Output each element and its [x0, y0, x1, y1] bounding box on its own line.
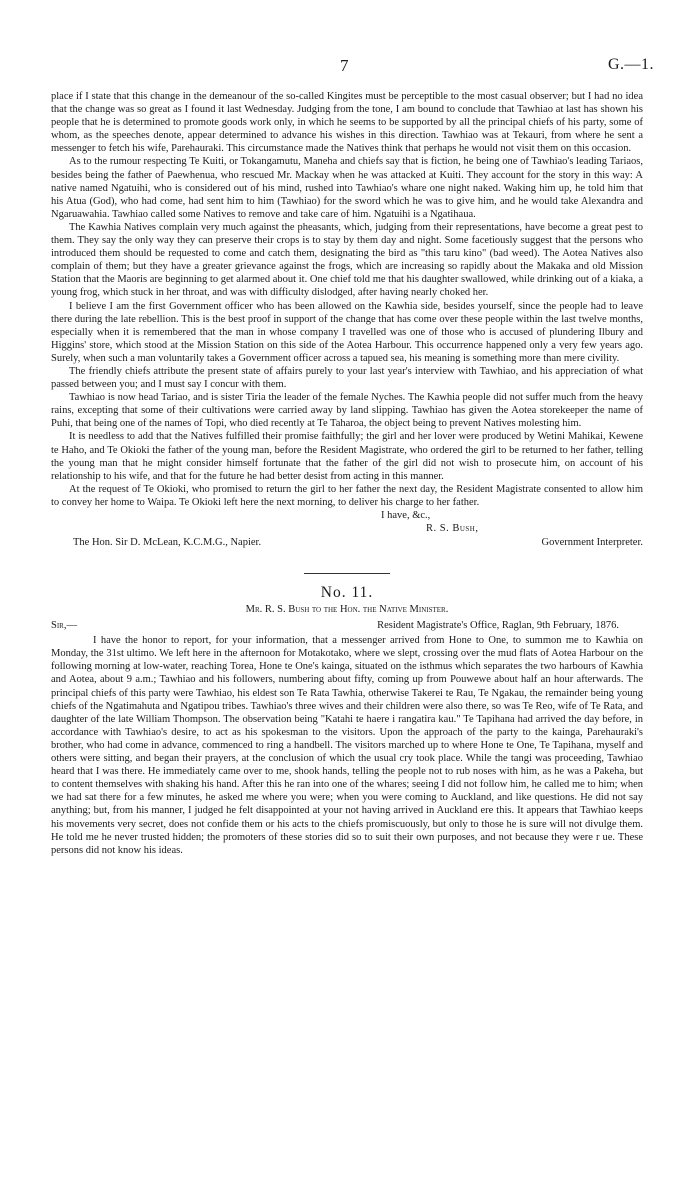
- signatory-role: Government Interpreter.: [541, 537, 643, 548]
- paragraph: At the request of Te Okioki, who promised to return the girl to her father the next day, the Resident Magistrate consented to allow him to convey her home to Waipa. Te Okioki left here the next morning, to deliver his charge to her father.: [51, 483, 643, 508]
- letter-closing: [51, 509, 643, 553]
- page-header: [0, 56, 700, 80]
- salutation: Sir,—: [51, 620, 77, 632]
- document-title: Mr. R. S. Bush to the Hon. the Native Minister.: [245, 604, 449, 616]
- page-number: 7: [340, 56, 349, 75]
- paragraph: I have the honor to report, for your information, that a messenger arrived from Hone to One, to summon me to Kawhia on Monday, the 31st ultimo. We left here in the afternoon for Motakotako, where we slept, crossing over the mud flats of Aotea Harbour on the following morning at low-water, reaching Torea, Hone te One's kainga, situated on the isthmus which separates the two harbours of Kawhia and Aotea, about 9 a.m.; Tawhiao and his followers, numbering about fifty, coming up from Pouwewe about half an hour afterwards. The principal chiefs of this party were Tawhiao, his eldest son Te Rata Tawhia, otherwise Takerei te Rau, Te Ngakau, the remainder being young chiefs of the Ngatimahuta and Ngatipou tribes. Tawhiao's three wives and their children were also there, so was Te Reo, wife of Te Rata, and daughter of the late William Thompson. The observation being "Katahi te haere i rangatira kau." Te Tapihana had arrived the day before, in accordance with Tawhiao's desire, to act as his spokesman to the visitors. Upon the approach of the party to the kainga, Parehauraki's brother, who had come in advance, commenced to ring a handbell. The visitors marched up to where Hone te One, Te Tapihana, myself and others were sitting, and began their prayers, at the conclusion of which the usual cry took place. While the tangi was proceeding, Tawhiao heard that I was there. He immediately came over to me, shook hands, telling the people not to rub noses with him, as he was a Pakeha, but to content themselves with shaking his hand. After this he ran into one of the whares; seeing I did not follow him, he called me to him; when we had sat there for a few minutes, he asked me where you were; when you were coming to Auckland, and like questions. He did not say anything; but, from his manner, I judged he felt disappointed at your not having arrived in Auckland ere this. It appears that Tawhiao keeps his movements very secret, does not confide them or his acts to the chiefs promiscuously, but only to those he is sure will not divulge them. He told me he never trusted hidden; the promoters of these stories did so to suit their own purposes, and not because they were r ue. These persons did not know his ideas.: [51, 635, 643, 856]
- paragraph: Tawhiao is now head Tariao, and is sister Tiria the leader of the female Nyches. The Kawhia people did not suffer much from the heavy rains, excepting that some of their cultivations were carried away by land slipping. Tawhiao has given the Aotea storekeeper the name of Puhi, that being one of the names of Topi, who died recently at Te Taharoa, the object being to prevent Natives molesting him.: [51, 392, 643, 430]
- paragraph: It is needless to add that the Natives fulfilled their promise faithfully; the girl and her lover were produced by Wetini Mahikai, Kewene te Haho, and Te Okioki the father of the young man, before the Resident Magistrate, who ordered the girl to be returned to her father, telling the young man that he might consider himself fortunate that the father of the girl did not wish to prosecute him, on account of his relationship to his wife, and that for the future he had better desist from acting in this manner.: [51, 431, 643, 482]
- paragraph: As to the rumour respecting Te Kuiti, or Tokangamutu, Maneha and chiefs say that is fiction, he being one of Tawhiao's leading Tariaos, besides being the father of Paewhenua, who rescued Mr. Mackay when he was attacked at Kuiti. They account for the story in this way: A native named Ngatuihi, who is considered out of his mind, rushed into Tawhiao's whare one night naked. Waking him up, he told him that his Atua (God), who had come, had sent him to him (Tawhiao) for the sword which he was to give him, and he would take Alexandra and Ngaruawahia. Tawhiao called some Natives to remove and take care of him. Ngatuihi is a Ngatihaua.: [51, 156, 643, 220]
- closing-phrase: I have, &c.,: [381, 510, 431, 521]
- paragraph: The Kawhia Natives complain very much against the pheasants, which, judging from their representations, have become a great pest to them. They say the only way they can preserve their crops is to stay by them day and night. Some facetiously suggest that the persons who introduced them should be requested to come and catch them, designating the bird as "this taru kino" (bad weed). The Aotea Natives also complain of them; but they have a greater grievance against the frogs, which are increasing so rapidly about the Makaka and old Mission Station that the Maoris are beginning to get alarmed about it. One chief told me that his daughter swallowed, while drinking out of a kiaka, a young frog, which stuck in her throat, and was with difficulty dislodged, after having nearly choked her.: [51, 221, 643, 299]
- paragraph: place if I state that this change in the demeanour of the so-called Kingites must be perceptible to the most casual observer; but I had no idea that the change was so great as I found it last Wednesday. Judging from the tone, I am bound to conclude that Tawhiao at last has shown his people that he is determined to promote goods work only, in which he seems to be supported by all the principal chiefs of his party, some of whom, as the speeches denote, appear determined to advance his wishes in this direction. Tawhiao was at Tekauri, from where he sent a messenger to fetch his wife, Parehauraki. This circumstance made the Natives think that perhaps he would not visit them on this occasion.: [51, 91, 643, 155]
- dateline: [51, 619, 643, 634]
- paragraph: I believe I am the first Government officer who has been allowed on the Kawhia side, besides yourself, since the people had to leave there during the late rebellion. This is the best proof in support of the change that has come over these people within the last twelve months, especially when it is remembered that the man in whose company I travelled was one of those who is accused of plundering Ilbury and Higgins' store, which stood at the Mission Station on this side of the Aotea Harbour. This occurrence happened only a very few years ago. Surely, when such a man voluntarily takes a Government officer across a tapued sea, his meaning is something more than mere civility.: [51, 300, 643, 364]
- document-number: No. 11.: [320, 584, 374, 601]
- signature: R. S. Bush,: [426, 523, 479, 534]
- section-divider: [304, 573, 390, 574]
- document-body: [51, 90, 643, 857]
- paragraph: The friendly chiefs attribute the present state of affairs purely to your last year's interview with Tawhiao, and his appreciation of what passed between you; and I must say I concur with them.: [51, 365, 643, 391]
- addressee: The Hon. Sir D. McLean, K.C.M.G., Napier.: [73, 537, 262, 548]
- series-reference: G.—1.: [607, 56, 654, 73]
- sender-address: Resident Magistrate's Office, Raglan, 9th February, 1876.: [377, 620, 619, 632]
